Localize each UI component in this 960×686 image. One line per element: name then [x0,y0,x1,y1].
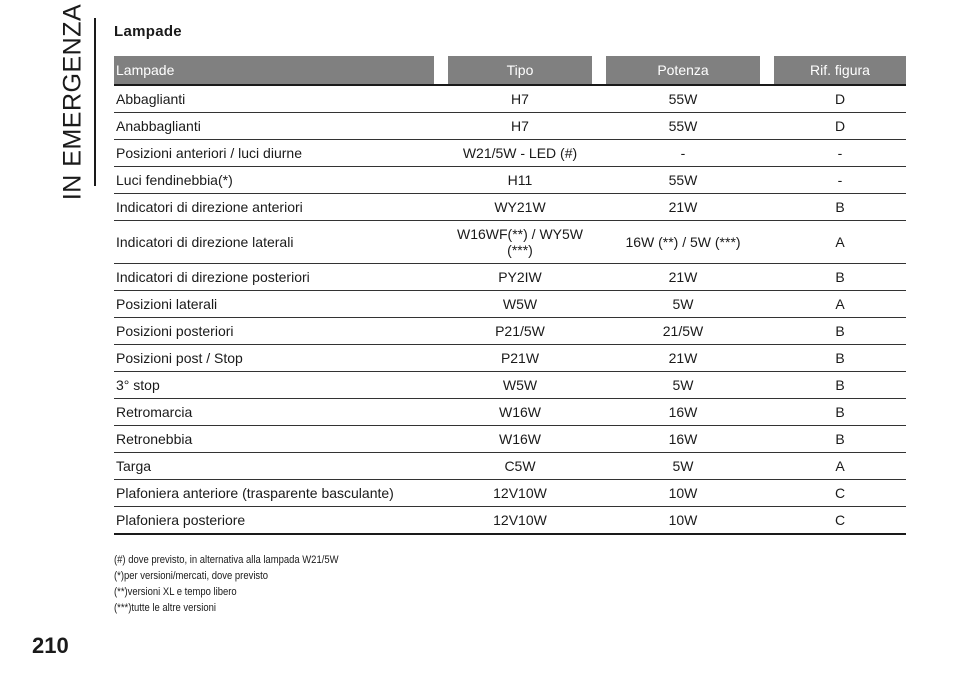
cell-rif-figura: B [774,194,906,221]
table-row [114,194,906,221]
table-row [114,86,906,113]
cell-rif-figura: - [774,167,906,194]
cell-lampada: Posizioni laterali [114,291,434,318]
cell-lampada: Posizioni post / Stop [114,345,434,372]
chapter-side-tab [52,3,94,201]
cell-rif-figura: C [774,480,906,507]
table-row [114,345,906,372]
cell-potenza: 5W [606,372,760,399]
cell-rif-figura: B [774,426,906,453]
cell-potenza: 21W [606,345,760,372]
table-row [114,453,906,480]
cell-rif-figura: - [774,140,906,167]
cell-tipo: W16W [448,399,592,426]
cell-lampada: Plafoniera posteriore [114,507,434,535]
table-header-row [114,56,906,86]
footnote: (#) dove previsto, in alternativa alla lampada W21/5W [114,554,339,566]
cell-rif-figura: C [774,507,906,535]
section-title: Lampade [114,23,182,40]
cell-potenza: - [606,140,760,167]
cell-lampada: Posizioni posteriori [114,318,434,345]
table-row [114,480,906,507]
table-row [114,167,906,194]
cell-rif-figura: A [774,221,906,264]
cell-tipo: W5W [448,372,592,399]
cell-lampada: Targa [114,453,434,480]
header-lampade: Lampade [114,56,434,86]
cell-rif-figura: D [774,86,906,113]
cell-lampada: Plafoniera anteriore (trasparente basculante) [114,480,434,507]
header-rif-figura: Rif. figura [774,56,906,86]
table-row [114,140,906,167]
cell-lampada: Posizioni anteriori / luci diurne [114,140,434,167]
table-row [114,264,906,291]
cell-potenza: 21W [606,194,760,221]
footnote: (***)tutte le altre versioni [114,602,217,614]
cell-lampada: Luci fendinebbia(*) [114,167,434,194]
cell-tipo: W21/5W - LED (#) [448,140,592,167]
cell-tipo: H7 [448,86,592,113]
cell-potenza: 55W [606,167,760,194]
cell-potenza: 10W [606,507,760,535]
cell-lampada: Indicatori di direzione posteriori [114,264,434,291]
table-row [114,426,906,453]
cell-potenza: 55W [606,113,760,140]
cell-tipo: PY2IW [448,264,592,291]
cell-rif-figura: B [774,399,906,426]
cell-lampada: Indicatori di direzione anteriori [114,194,434,221]
footnote: (*)per versioni/mercati, dove previsto [114,570,269,582]
cell-potenza: 16W [606,399,760,426]
cell-potenza: 10W [606,480,760,507]
header-potenza: Potenza [606,56,760,86]
cell-tipo: WY21W [448,194,592,221]
footnote: (**)versioni XL e tempo libero [114,586,237,598]
cell-lampada: Retromarcia [114,399,434,426]
table-row [114,372,906,399]
cell-potenza: 16W [606,426,760,453]
cell-rif-figura: B [774,345,906,372]
cell-rif-figura: B [774,318,906,345]
cell-tipo: W16W [448,426,592,453]
cell-tipo: W16WF(**) / WY5W (***) [448,221,592,264]
cell-potenza: 21/5W [606,318,760,345]
cell-tipo: P21W [448,345,592,372]
cell-potenza: 5W [606,291,760,318]
cell-potenza: 5W [606,453,760,480]
header-tipo: Tipo [448,56,592,86]
cell-tipo: P21/5W [448,318,592,345]
cell-rif-figura: D [774,113,906,140]
table-row [114,507,906,535]
table-row [114,291,906,318]
table-row [114,318,906,345]
cell-lampada: Indicatori di direzione laterali [114,221,434,264]
cell-lampada: Retronebbia [114,426,434,453]
cell-rif-figura: A [774,453,906,480]
cell-rif-figura: B [774,264,906,291]
cell-potenza: 21W [606,264,760,291]
cell-potenza: 16W (**) / 5W (***) [606,221,760,264]
cell-tipo: H7 [448,113,592,140]
cell-tipo: W5W [448,291,592,318]
cell-lampada: Abbaglianti [114,86,434,113]
table-row [114,221,906,264]
cell-tipo: H11 [448,167,592,194]
cell-lampada: Anabbaglianti [114,113,434,140]
chapter-rule [94,18,96,186]
cell-tipo: 12V10W [448,507,592,535]
table-row [114,113,906,140]
cell-tipo: 12V10W [448,480,592,507]
table-row [114,399,906,426]
cell-rif-figura: B [774,372,906,399]
lamp-table [114,56,906,535]
cell-potenza: 55W [606,86,760,113]
chapter-title: IN EMERGENZA [58,3,87,201]
table-body [114,86,906,535]
cell-rif-figura: A [774,291,906,318]
cell-tipo: C5W [448,453,592,480]
page-number: 210 [32,633,69,658]
footnotes [114,552,375,616]
cell-lampada: 3° stop [114,372,434,399]
